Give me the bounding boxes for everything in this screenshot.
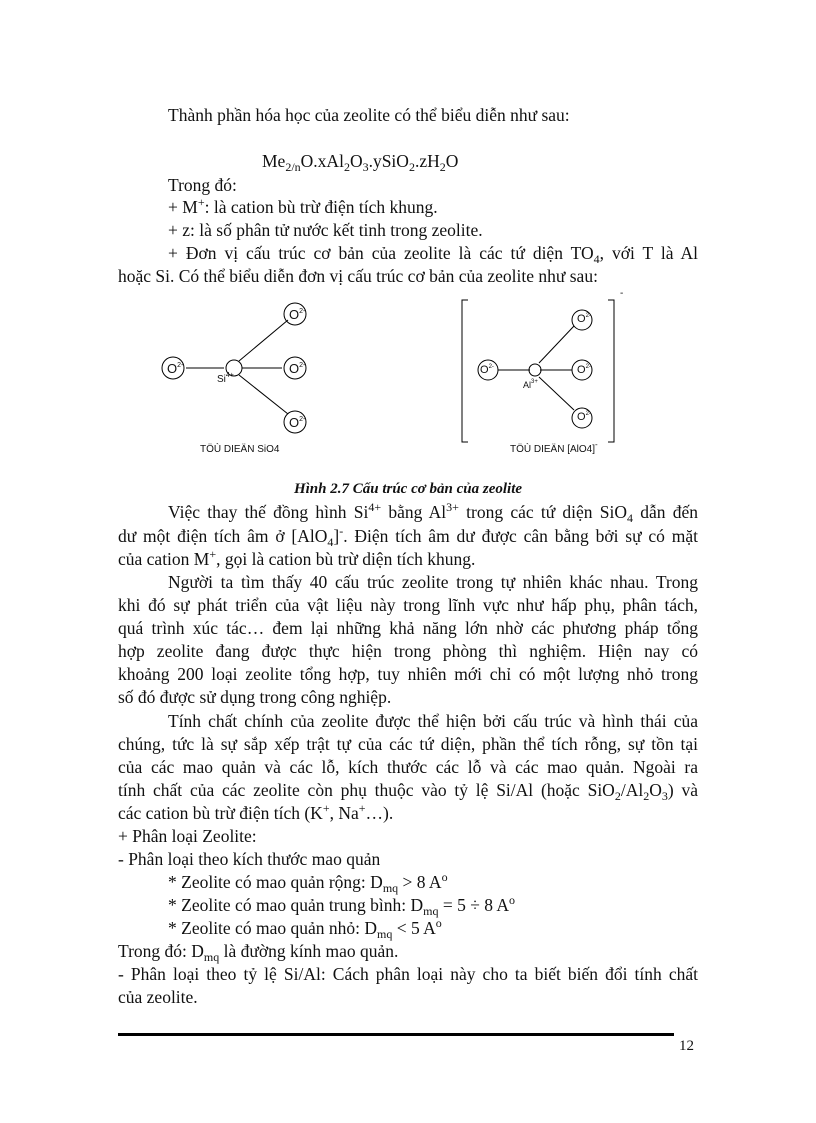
page-number: 12 bbox=[679, 1038, 694, 1054]
oxygen-bottom-label: $O^{2-}$ bbox=[577, 411, 591, 423]
intro-text: Thành phần hóa học của zeolite có thể biểu diễn như sau: bbox=[168, 105, 570, 125]
aluminium-center bbox=[529, 364, 541, 376]
oxygen-left-label: $O^{2-}$ bbox=[480, 364, 494, 376]
definition-unit-line2: hoặc Si. Có thể biểu diễn đơn vị cấu trúc cơ bản của zeolite như sau: bbox=[118, 266, 598, 286]
sio4-tetrahedron bbox=[162, 303, 306, 433]
oxygen-left-label: $O^{2-}$ bbox=[167, 361, 184, 376]
left-bracket bbox=[462, 300, 468, 442]
paragraph-2-line: Người ta tìm thấy 40 cấu trúc zeolite trong tự nhiên khác nhau. Trong bbox=[168, 572, 698, 592]
oxygen-right-label: $O^{2-}$ bbox=[289, 361, 306, 376]
sio4-caption: TÖÙ DIEÄN SiO4 bbox=[200, 444, 280, 455]
definition-z: + z: là số phân tử nước kết tinh trong zeolite. bbox=[168, 220, 483, 240]
classification-by-size: - Phân loại theo kích thước mao quản bbox=[118, 849, 381, 869]
oxygen-right-label: $O^{2-}$ bbox=[577, 364, 591, 376]
paragraph-3-line: Tính chất chính của zeolite được thể hiện bởi cấu trúc và hình thái của bbox=[168, 711, 698, 731]
paragraph-3-line: chúng, tức là sự sắp xếp trật tự của các tứ diện, phần thể tích rỗng, sự tồn tại bbox=[118, 734, 698, 754]
paragraph-3-line: các cation bù trừ điện tích (K+, Na+…). bbox=[118, 801, 394, 823]
oxygen-top-label: $O^{2-}$ bbox=[577, 313, 591, 325]
paragraph-2-line: khi đó sự phát triển của vật liệu này trong lĩnh vực như hấp phụ, phân tách, bbox=[118, 595, 698, 615]
paragraph-1-line1: Việc thay thế đồng hình $Si^{4+}$ bằng $Al^{3+}$ trong các tứ diện SiO$_4$ dẫn đến bbox=[168, 500, 699, 525]
paragraph-2-line: quá trình xúc tác… đem lại những khả năng lớn nhờ các phương pháp tổng bbox=[118, 618, 698, 638]
paragraph-2-line: khoảng 200 loại zeolite tổng hợp, tuy nhiên mới chỉ có một lượng nhỏ trong bbox=[118, 664, 698, 684]
paragraph-3-line: của các mao quản và các lỗ, kích thước các lỗ và các mao quản. Ngoài ra bbox=[118, 757, 698, 777]
paragraph-1-line2: dư một điện tích âm ở [AlO$_4$]-. Điện tích âm dư được cân bằng bởi sự có mặt bbox=[118, 524, 698, 549]
oxygen-top-label: $O^{2-}$ bbox=[289, 307, 306, 322]
classification-by-ratio-cont: của zeolite. bbox=[118, 987, 198, 1007]
zeolite-medium-pore: * Zeolite có mao quản trung bình: $D_{mq} = 5 \div 8$ $A^o$ bbox=[168, 893, 516, 918]
figure-caption: Hình 2.7 Cấu trúc cơ bản của zeolite bbox=[293, 481, 523, 497]
paragraph-2-line: số đó được sử dụng trong công nghiệp. bbox=[118, 687, 392, 707]
aluminium-label: $Al^{3+}$ bbox=[523, 379, 538, 390]
classification-heading: + Phân loại Zeolite: bbox=[118, 826, 257, 846]
zeolite-large-pore: * Zeolite có mao quản rộng: $D_{mq} > 8$ $A^o$ bbox=[168, 870, 448, 895]
where-dmq: Trong đó: $D_{mq}$ là đường kính mao quản. bbox=[118, 941, 399, 964]
classification-by-ratio: - Phân loại theo tỷ lệ Si/Al: Cách phân loại này cho ta biết biến đổi tính chất bbox=[118, 964, 698, 984]
general-formula: $Me_{2/n}O.xAl_2O_3.ySiO_2.zH_2O$ bbox=[262, 151, 459, 174]
alo4-caption: TÖÙ DIEÄN [AlO4]- bbox=[510, 440, 598, 455]
paragraph-3-line: tính chất của các zeolite còn phụ thuộc vào tỷ lệ Si/Al (hoặc $SiO_2/Al_2O_3$) và bbox=[118, 780, 698, 803]
paragraph-2-line: hợp zeolite đang được thực hiện trong phòng thì nghiệm. Hiện nay có bbox=[118, 641, 698, 661]
definition-m: + M+: là cation bù trừ điện tích khung. bbox=[168, 195, 438, 217]
right-bracket bbox=[608, 300, 614, 442]
silicon-label: $Si^{4+}$ bbox=[217, 372, 234, 385]
footer-rule bbox=[118, 1033, 674, 1036]
where-label: Trong đó: bbox=[168, 175, 237, 195]
bracket-charge: - bbox=[620, 288, 624, 299]
zeolite-small-pore: * Zeolite có mao quản nhỏ: $D_{mq} < 5$ $A^o$ bbox=[168, 916, 442, 941]
paragraph-1-line3: của cation M+, gọi là cation bù trừ diện tích khung. bbox=[118, 547, 476, 569]
definition-unit-line1: + Đơn vị cấu trúc cơ bản của zeolite là các tứ diện $TO_4$, với T là Al bbox=[168, 243, 698, 266]
oxygen-bottom-label: $O^{2-}$ bbox=[289, 415, 306, 430]
